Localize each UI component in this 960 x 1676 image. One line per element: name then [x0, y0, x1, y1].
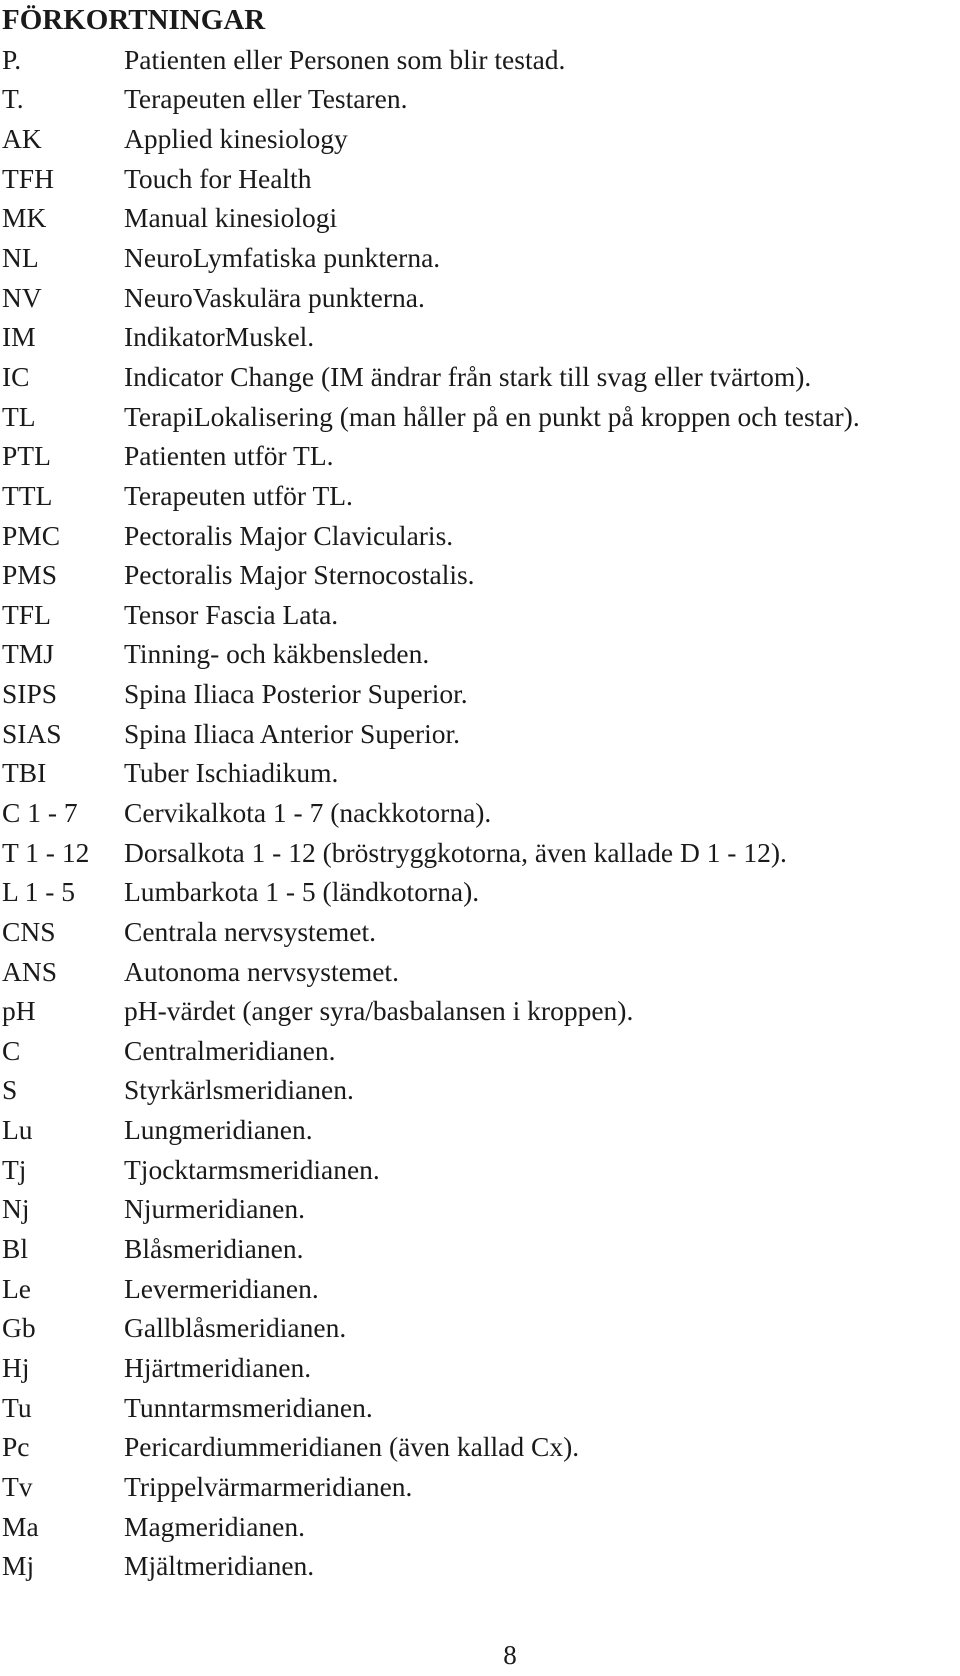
list-item — [2, 436, 952, 476]
abbreviation-meaning: Spina Iliaca Anterior Superior. — [124, 717, 461, 749]
abbreviation: Tv — [2, 1470, 33, 1502]
abbreviation: SIPS — [2, 678, 58, 710]
abbreviation: TFL — [2, 598, 51, 630]
abbreviation-meaning: Terapeuten eller Testaren. — [124, 83, 408, 115]
abbreviation-meaning: Touch for Health — [124, 162, 312, 194]
abbreviation: P. — [2, 43, 22, 75]
list-item — [2, 278, 952, 318]
abbreviation-meaning: Tjocktarmsmeridianen. — [124, 1153, 380, 1185]
abbreviation-meaning: Tensor Fascia Lata. — [124, 598, 339, 630]
list-item — [2, 754, 952, 794]
abbreviation-meaning: Spina Iliaca Posterior Superior. — [124, 678, 468, 710]
list-item — [2, 635, 952, 675]
abbreviation: TL — [2, 400, 36, 432]
list-item — [2, 1427, 952, 1467]
abbreviation-meaning: Blåsmeridianen. — [124, 1233, 304, 1265]
list-item — [2, 80, 952, 120]
list-item — [2, 40, 952, 80]
abbreviation: TTL — [2, 479, 53, 511]
list-item — [2, 238, 952, 278]
list-item — [2, 1388, 952, 1428]
abbreviation-meaning: TerapiLokalisering (man håller på en punkt på kroppen och testar). — [124, 400, 860, 432]
abbreviation: Pc — [2, 1431, 30, 1463]
abbreviation: Lu — [2, 1114, 33, 1146]
abbreviation-meaning: Tuber Ischiadikum. — [124, 757, 339, 789]
abbreviation: NV — [2, 281, 42, 313]
list-item — [2, 952, 952, 992]
abbreviation-meaning: Pericardiummeridianen (även kallad Cx). — [124, 1431, 580, 1463]
abbreviation-meaning: Centralmeridianen. — [124, 1034, 336, 1066]
list-item — [2, 1190, 952, 1230]
abbreviation-meaning: Magmeridianen. — [124, 1510, 305, 1542]
abbreviation-meaning: Autonoma nervsystemet. — [124, 955, 399, 987]
abbreviation-meaning: Patienten eller Personen som blir testad. — [124, 43, 566, 75]
list-item — [2, 119, 952, 159]
abbreviation: S — [2, 1074, 18, 1106]
abbreviation: PTL — [2, 440, 51, 472]
abbreviation: TFH — [2, 162, 54, 194]
list-item — [2, 1031, 952, 1071]
abbreviation-meaning: Terapeuten utför TL. — [124, 479, 353, 511]
list-item — [2, 991, 952, 1031]
list-item — [2, 674, 952, 714]
abbreviation-meaning: Indicator Change (IM ändrar från stark till svag eller tvärtom). — [124, 360, 812, 392]
list-item — [2, 912, 952, 952]
list-item — [2, 317, 952, 357]
list-item — [2, 516, 952, 556]
list-item — [2, 357, 952, 397]
list-item — [2, 714, 952, 754]
abbreviation-meaning: Pectoralis Major Sternocostalis. — [124, 559, 475, 591]
abbreviation: C 1 - 7 — [2, 796, 78, 828]
abbreviation: Ma — [2, 1510, 39, 1542]
abbreviation-meaning: NeuroLymfatiska punkterna. — [124, 242, 441, 274]
abbreviation-meaning: Pectoralis Major Clavicularis. — [124, 519, 454, 551]
abbreviation: AK — [2, 123, 42, 155]
abbreviation: T. — [2, 83, 24, 115]
abbreviation-meaning: Trippelvärmarmeridianen. — [124, 1470, 413, 1502]
abbreviation-meaning: Dorsalkota 1 - 12 (bröstryggkotorna, även kallade D 1 - 12). — [124, 836, 787, 868]
abbreviation: IC — [2, 360, 30, 392]
abbreviation-meaning: Tunntarmsmeridianen. — [124, 1391, 373, 1423]
abbreviation-meaning: Mjältmeridianen. — [124, 1550, 315, 1582]
abbreviation: TBI — [2, 757, 47, 789]
abbreviation: Gb — [2, 1312, 36, 1344]
abbreviation: Bl — [2, 1233, 28, 1265]
abbreviation-meaning: Njurmeridianen. — [124, 1193, 305, 1225]
abbreviation-meaning: Cervikalkota 1 - 7 (nackkotorna). — [124, 796, 492, 828]
list-item — [2, 159, 952, 199]
list-item — [2, 1071, 952, 1111]
list-item — [2, 1546, 952, 1586]
abbreviation: MK — [2, 202, 47, 234]
abbreviation-list — [2, 40, 952, 1586]
abbreviation-meaning: Gallblåsmeridianen. — [124, 1312, 347, 1344]
abbreviation: CNS — [2, 915, 56, 947]
abbreviation: T 1 - 12 — [2, 836, 90, 868]
abbreviation: TMJ — [2, 638, 54, 670]
abbreviation: IM — [2, 321, 36, 353]
abbreviation-meaning: Lungmeridianen. — [124, 1114, 313, 1146]
list-item — [2, 1348, 952, 1388]
list-item — [2, 555, 952, 595]
abbreviation: Le — [2, 1272, 32, 1304]
abbreviation-meaning: Lumbarkota 1 - 5 (ländkotorna). — [124, 876, 480, 908]
abbreviation: Nj — [2, 1193, 30, 1225]
page-title: FÖRKORTNINGAR — [2, 4, 266, 36]
abbreviation-meaning: pH-värdet (anger syra/basbalansen i kroppen). — [124, 995, 634, 1027]
abbreviation: pH — [2, 995, 36, 1027]
abbreviation: C — [2, 1034, 21, 1066]
list-item — [2, 1110, 952, 1150]
abbreviation-meaning: Tinning- och käkbensleden. — [124, 638, 430, 670]
abbreviation: PMS — [2, 559, 58, 591]
abbreviation: Mj — [2, 1550, 35, 1582]
abbreviation-meaning: Centrala nervsystemet. — [124, 915, 376, 947]
abbreviation: NL — [2, 242, 39, 274]
list-item — [2, 1269, 952, 1309]
abbreviation: SIAS — [2, 717, 62, 749]
list-item — [2, 1229, 952, 1269]
abbreviation: Tj — [2, 1153, 27, 1185]
abbreviation: ANS — [2, 955, 58, 987]
abbreviation: L 1 - 5 — [2, 876, 76, 908]
list-item — [2, 1150, 952, 1190]
abbreviation-meaning: Styrkärlsmeridianen. — [124, 1074, 354, 1106]
page-number: 8 — [503, 1640, 517, 1670]
list-item — [2, 1467, 952, 1507]
list-item — [2, 1507, 952, 1547]
abbreviation: Hj — [2, 1351, 30, 1383]
abbreviation: PMC — [2, 519, 61, 551]
abbreviation-meaning: Manual kinesiologi — [124, 202, 338, 234]
abbreviation-meaning: NeuroVaskulära punkterna. — [124, 281, 425, 313]
list-item — [2, 595, 952, 635]
abbreviation-meaning: Applied kinesiology — [124, 123, 348, 155]
list-item — [2, 199, 952, 239]
abbreviation-meaning: Levermeridianen. — [124, 1272, 319, 1304]
abbreviation: Tu — [2, 1391, 32, 1423]
abbreviation-meaning: Hjärtmeridianen. — [124, 1351, 312, 1383]
list-item — [2, 793, 952, 833]
abbreviation-meaning: Patienten utför TL. — [124, 440, 334, 472]
abbreviation-meaning: IndikatorMuskel. — [124, 321, 315, 353]
list-item — [2, 397, 952, 437]
list-item — [2, 476, 952, 516]
list-item — [2, 833, 952, 873]
list-item — [2, 872, 952, 912]
list-item — [2, 1309, 952, 1349]
